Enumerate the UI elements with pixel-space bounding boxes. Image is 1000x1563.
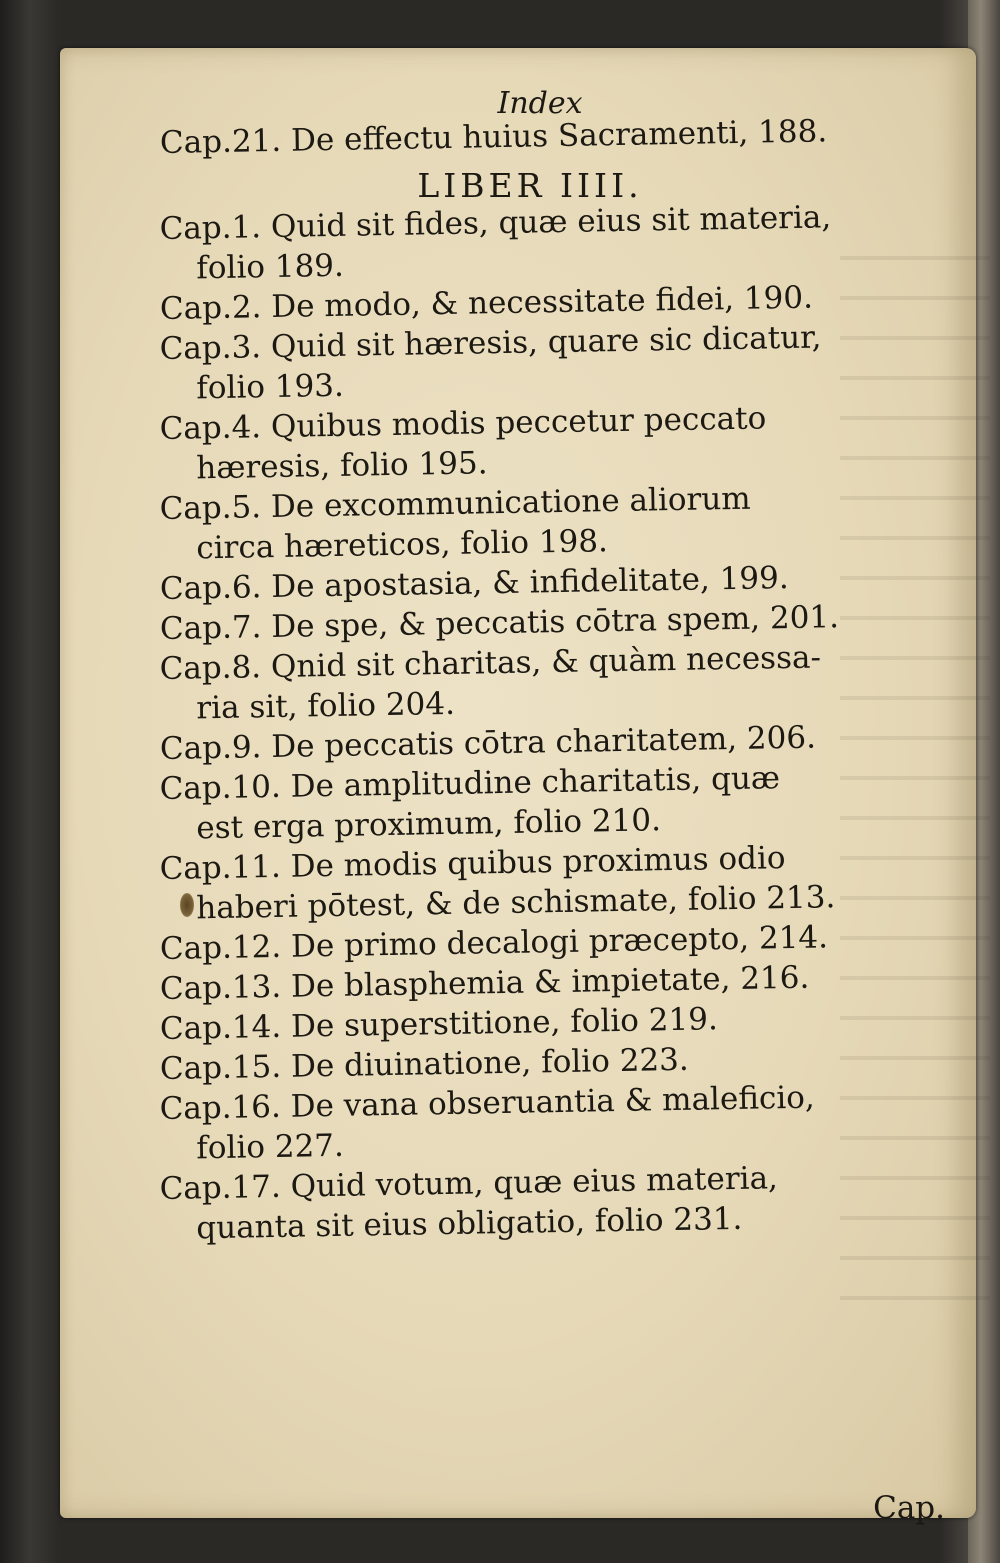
chapter-title-continuation: haberi pōtest, & de schismate, folio 213. <box>196 879 836 927</box>
index-entry <box>159 316 880 409</box>
chapter-title: De modo, & necessitate fidei, 190. <box>271 279 814 326</box>
chapter-title: Quid votum, quæ eius materia, <box>290 1160 779 1205</box>
chapter-title: De diuinatione, folio 223. <box>290 1041 689 1085</box>
chapter-number: Cap.16. <box>159 1088 282 1128</box>
chapter-number: Cap.15. <box>159 1048 282 1087</box>
chapter-title: De effectu huius Sacramenti, 188. <box>290 113 828 159</box>
chapter-title: De apostasia, & infidelitate, 199. <box>271 560 789 606</box>
chapter-number: Cap.3. <box>159 329 262 368</box>
chapter-title-continuation: folio 193. <box>196 367 345 407</box>
index-entry <box>159 476 880 569</box>
chapter-title: De blasphemia & impietate, 216. <box>290 959 810 1005</box>
chapter-title: Qnid sit charitas, & quàm necessa- <box>270 639 822 686</box>
chapter-number: Cap.12. <box>159 928 282 967</box>
chapter-title: De primo decalogi præcepto, 214. <box>290 919 829 965</box>
chapter-title-continuation: est erga proximum, folio 210. <box>196 802 662 847</box>
chapter-title: De peccatis cōtra charitatem, 206. <box>271 719 817 766</box>
index-entry <box>159 1156 880 1249</box>
chapter-number: Cap.4. <box>159 409 262 448</box>
chapter-number: Cap.13. <box>159 968 282 1007</box>
chapter-title: De superstitione, folio 219. <box>290 1001 719 1045</box>
index-entry <box>159 756 880 849</box>
chapter-title: De spe, & peccatis cōtra spem, 201. <box>271 599 840 646</box>
index-entry <box>159 636 880 729</box>
chapter-title-continuation: folio 189. <box>196 247 345 287</box>
chapter-number: Cap.7. <box>159 609 262 647</box>
chapter-title: De amplitudine charitatis, quæ <box>290 760 781 805</box>
chapter-number: Cap.14. <box>159 1008 282 1047</box>
chapter-title: Quid sit hæresis, quare sic dicatur, <box>270 319 822 366</box>
chapter-title: Quibus modis peccetur peccato <box>270 400 767 446</box>
catchword: Cap. <box>873 1490 945 1526</box>
index-entry <box>159 1076 880 1169</box>
chapter-number: Cap.9. <box>159 729 262 767</box>
chapter-title-continuation: quanta sit eius obligatio, folio 231. <box>196 1200 743 1247</box>
chapter-title: Quid sit fides, quæ eius sit materia, <box>270 199 832 246</box>
chapter-title-continuation: hæresis, folio 195. <box>196 445 488 487</box>
chapter-title: De excommunicatione aliorum <box>270 480 751 526</box>
running-head: Index <box>497 86 583 121</box>
chapter-number: Cap.11. <box>159 848 282 888</box>
chapter-title: De modis quibus proximus odio <box>290 840 786 885</box>
chapter-number: Cap.8. <box>159 649 262 688</box>
index-entry <box>159 196 880 289</box>
chapter-title: De vana obseruantia & maleficio, <box>290 1079 816 1125</box>
chapter-number: Cap.17. <box>159 1168 282 1208</box>
chapter-title-continuation: ria sit, folio 204. <box>196 685 456 727</box>
chapter-number: Cap.1. <box>159 209 262 248</box>
chapter-number: Cap.6. <box>159 569 262 607</box>
index-entry <box>159 396 880 489</box>
chapter-number: Cap.5. <box>159 489 262 528</box>
index-entry-list <box>159 199 880 1249</box>
index-entry <box>159 836 880 929</box>
chapter-number: Cap.2. <box>159 289 262 327</box>
chapter-title-continuation: circa hæreticos, folio 198. <box>196 523 609 567</box>
chapter-title-continuation: folio 227. <box>196 1127 345 1167</box>
chapter-number: Cap.21. <box>159 122 282 161</box>
index-content <box>160 85 880 1249</box>
book-heading: LIBER IIII. <box>417 166 643 205</box>
chapter-number: Cap.10. <box>159 768 282 808</box>
